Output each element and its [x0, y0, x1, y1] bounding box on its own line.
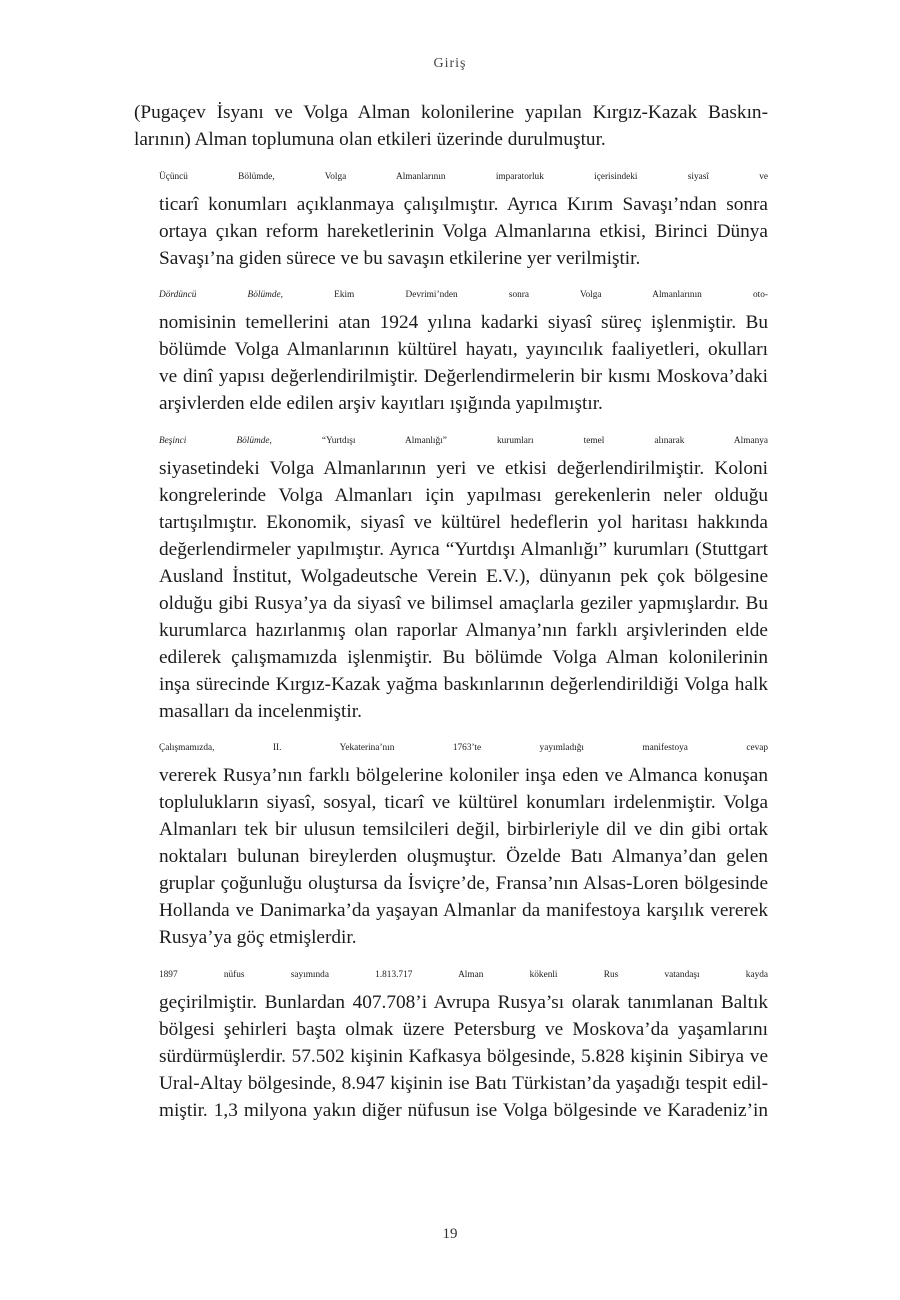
text-line: kurumlarca hazırlanmış olan raporlar Almanya’nın farklı arşivlerinden elde — [159, 619, 768, 641]
text-line: ve dinî yapısı değerlendirilmiştir. Değerlendirmelerin bir kısmı Moskova’daki — [159, 366, 768, 387]
text-run: Ekim Devrimi’nden sonra Volga Almanlarının oto- — [282, 290, 768, 300]
text-line: Rusya’ya göç etmişlerdir. — [159, 927, 357, 948]
text-line: (Pugaçev İsyanı ve Volga Alman kolonilerine yapılan Kırgız-Kazak Baskın- — [134, 102, 768, 123]
text-line: 1897 nüfus sayımında 1.813.717 Alman kökenli Rus vatandaşı kayda — [159, 969, 768, 980]
text-line: ortaya çıkan reform hareketlerinin Volga Almanlarına etkisi, Birinci Dünya — [159, 220, 768, 242]
text-line: bölgesi şehirleri başta olmak üzere Petersburg ve Moskova’da yaşamlarını — [159, 1018, 768, 1040]
section-reference: Dördüncü Bölümde, — [159, 290, 283, 300]
text-line: vererek Rusya’nın farklı bölgelerine koloniler inşa eden ve Almanca konuşan — [159, 765, 768, 786]
text-line: inşa sürecinde Kırgız-Kazak yağma baskınlarının değerlendirildiği Volga halk — [159, 673, 768, 695]
text-line: miştir. 1,3 milyona yakın diğer nüfusun ise Volga bölgesinde ve Karadeniz’in — [159, 1099, 768, 1121]
page-number: 19 — [442, 1226, 458, 1242]
text-line: larının) Alman toplumuna olan etkileri üzerinde durulmuştur. — [134, 129, 606, 150]
text-line: Hollanda ve Danimarka’da yaşayan Almanlar da manifestoya karşılık vererek — [159, 900, 768, 921]
text-line: sürdürmüşlerdir. 57.502 kişinin Kafkasya bölgesinde, 5.828 kişinin Sibirya ve — [159, 1045, 768, 1067]
text-line: Savaşı’na giden sürece ve bu savaşın etkilerine yer verilmiştir. — [159, 247, 641, 269]
paragraph — [134, 99, 768, 153]
text-line: olduğu gibi Rusya’ya da siyasî ve bilimsel amaçlarla geziler yapmışlardır. Bu — [159, 592, 768, 614]
text-line: bölümde Volga Almanlarının kültürel hayatı, yayıncılık faaliyetleri, okulları — [159, 339, 768, 360]
text-line: noktaları bulunan bireylerden oluşmuştur. Özelde Batı Almanya’dan gelen — [159, 846, 768, 867]
text-line: ticarî konumları açıklanmaya çalışılmıştır. Ayrıca Kırım Savaşı’ndan sonra — [159, 193, 768, 215]
text-run: “Yurtdışı Almanlığı” kurumları temel alınarak Almanya — [271, 435, 768, 446]
paragraph — [134, 428, 768, 725]
text-line: nomisinin temellerini atan 1924 yılına kadarki siyasî süreç işlenmiştir. Bu — [159, 312, 768, 333]
running-head: Giriş — [433, 56, 467, 71]
text-line: Ausland İnstitut, Wolgadeutsche Verein E.V.), dünyanın pek çok bölgesine — [159, 565, 768, 587]
text-line: edilerek çalışmamızda işlenmiştir. Bu bölümde Volga Alman kolonilerinin — [159, 646, 768, 668]
section-reference: Beşinci Bölümde, — [159, 435, 272, 446]
text-line: arşivlerden elde edilen arşiv kayıtları ışığında yapılmıştır. — [159, 393, 603, 414]
body-text — [134, 99, 768, 1134]
text-line: masalları da incelenmiştir. — [159, 700, 362, 722]
paragraph — [134, 735, 768, 951]
text-line: kongrelerinde Volga Almanları için yapılması gerekenlerin neler olduğu — [159, 484, 768, 506]
text-line: toplulukların siyasî, sosyal, ticarî ve kültürel konumları irdelenmiştir. Volga — [159, 792, 768, 813]
text-line: Çalışmamızda, II. Yekaterina’nın 1763’te yayımladığı manifestoya cevap — [159, 743, 768, 753]
text-line — [134, 428, 768, 455]
text-line: Almanları tek bir ulusun temsilcileri değil, birbirleriyle dil ve din gibi ortak — [159, 819, 768, 840]
text-line: siyasetindeki Volga Almanlarının yeri ve etkisi değerlendirilmiştir. Koloni — [159, 457, 768, 479]
text-line — [134, 282, 768, 309]
text-line: geçirilmiştir. Bunlardan 407.708’i Avrupa Rusya’sı olarak tanımlanan Baltık — [159, 991, 768, 1013]
paragraph — [134, 282, 768, 417]
text-line: tartışılmıştır. Ekonomik, siyasî ve kültürel hedeflerin yol haritası hakkında — [159, 511, 768, 533]
text-line: değerlendirmeler yapılmıştır. Ayrıca “Yurtdışı Almanlığı” kurumları (Stuttgart — [159, 538, 768, 560]
text-line: Ural-Altay bölgesinde, 8.947 kişinin ise Batı Türkistan’da yaşadığı tespit edil- — [159, 1072, 768, 1094]
paragraph — [134, 962, 768, 1124]
text-line: gruplar çoğunluğu oluştursa da İsviçre’de, Fransa’nın Alsas-Loren bölgesinde — [159, 873, 768, 894]
text-line: Üçüncü Bölümde, Volga Almanlarının imparatorluk içerisindeki siyasî ve — [159, 171, 768, 182]
paragraph — [134, 164, 768, 272]
